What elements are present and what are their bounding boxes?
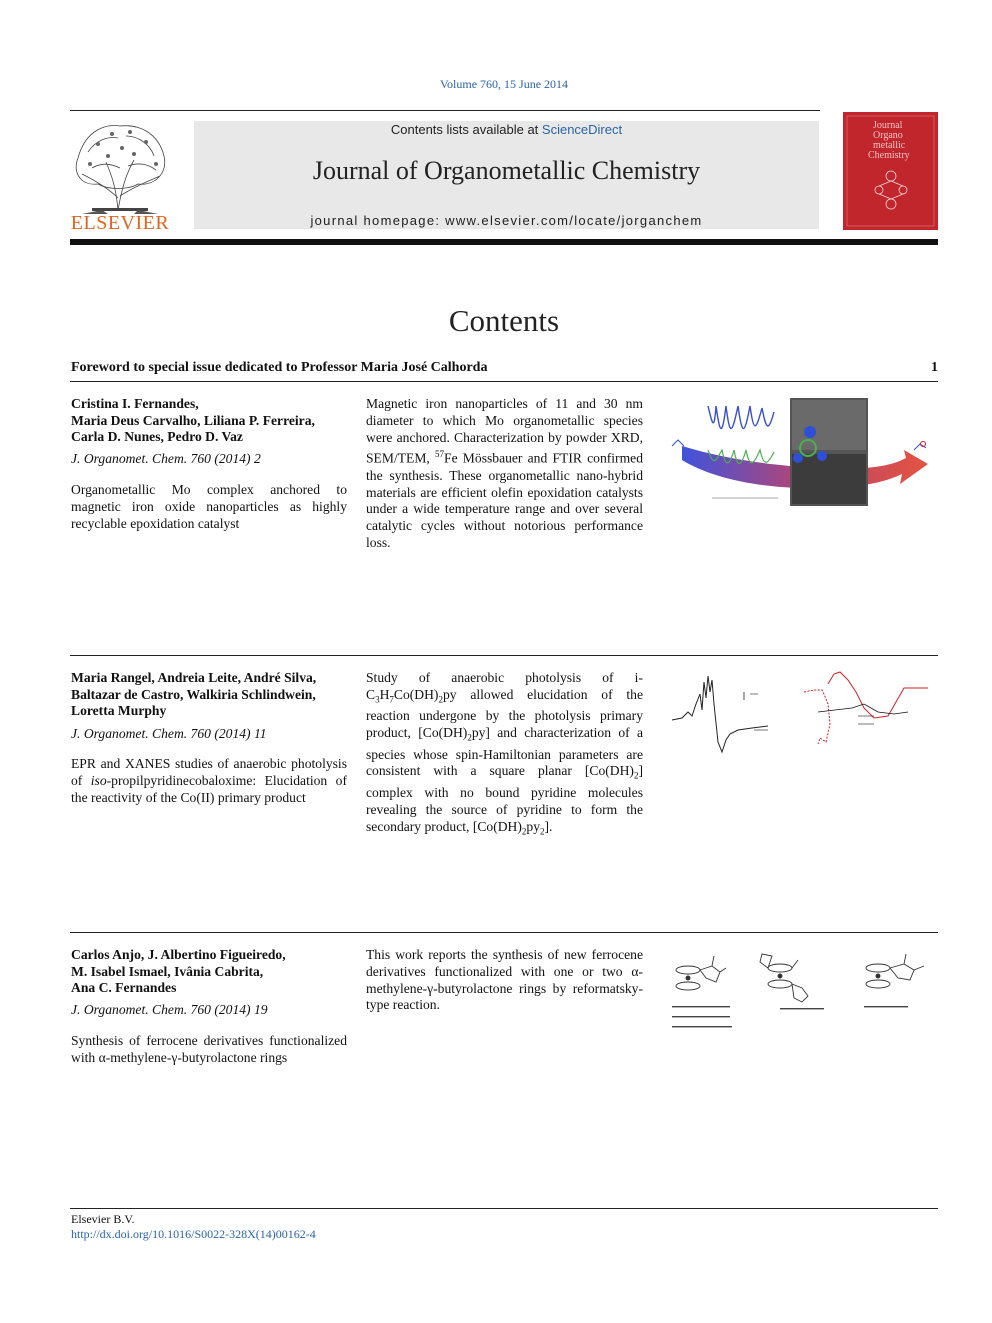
abstract-text: ] complex with no bound pyridine molecules revealing the source of pyridine to form the secondary product, [Co(DH) xyxy=(366,763,643,834)
article-3-abstract: This work reports the synthesis of new ferrocene derivatives functionalized with one or two α-methylene-γ-butyrolactone rings by reformatsky-type reaction. xyxy=(366,947,643,1013)
author-line: Loretta Murphy xyxy=(71,703,167,719)
publisher-name: Elsevier B.V. xyxy=(71,1212,135,1226)
superscript: 57 xyxy=(435,449,445,460)
abstract-text: py allowed elucidation of the reaction undergone by the photolysis primary product, [Co(DH) xyxy=(366,686,643,741)
header-rule xyxy=(70,110,820,111)
article-3-title[interactable]: Synthesis of ferrocene derivatives functionalized with α-methylene-γ-butyrolactone rings xyxy=(71,1033,347,1065)
article-3-graphical-abstract xyxy=(668,942,938,1038)
author-line: Ana C. Fernandes xyxy=(71,980,177,996)
contents-available-text: Contents lists available at xyxy=(390,122,542,137)
subscript: 2 xyxy=(438,694,443,705)
article-separator xyxy=(70,932,938,933)
volume-link[interactable]: Volume 760, 15 June 2014 xyxy=(439,77,569,91)
foreword-page-number: 1 xyxy=(931,360,938,375)
article-1-graphical-abstract xyxy=(668,394,938,510)
subscript: 2 xyxy=(540,826,545,837)
article-separator xyxy=(70,655,938,656)
contents-availability xyxy=(194,122,819,137)
page-title: Contents xyxy=(448,303,560,338)
abstract-text: Magnetic iron nanoparticles of 11 and 30 nm diameter to which Mo organometallic species were anchored. Characterization by powder XRD, SEM/TEM, xyxy=(366,396,643,466)
doi-link[interactable]: http://dx.doi.org/10.1016/S0022-328X(14)00162-4 xyxy=(71,1227,316,1241)
article-2-title[interactable] xyxy=(71,756,347,806)
abstract-text: ]. xyxy=(544,818,553,834)
author-line: Maria Deus Carvalho, Liliana P. Ferreira, xyxy=(71,412,315,428)
journal-cover-image xyxy=(843,112,938,230)
journal-title: Journal of Organometallic Chemistry xyxy=(312,156,701,185)
article-3-authors xyxy=(71,947,347,997)
article-1-title[interactable]: Organometallic Mo complex anchored to magnetic iron oxide nanoparticles as highly recyclable epoxidation catalyst xyxy=(71,482,347,531)
subscript: 7 xyxy=(389,694,394,705)
header-thick-rule xyxy=(70,239,938,245)
article-1-authors xyxy=(71,396,347,446)
footer-rule xyxy=(70,1208,938,1209)
svg-text:Organo: Organo xyxy=(873,130,903,141)
author-line: M. Isabel Ismael, Ivânia Cabrita, xyxy=(71,963,264,979)
article-2-citation[interactable]: J. Organomet. Chem. 760 (2014) 11 xyxy=(71,726,267,741)
subscript: 3 xyxy=(375,694,380,705)
title-italic: iso xyxy=(90,772,107,788)
article-2-authors xyxy=(71,670,347,720)
author-line: Cristina I. Fernandes, xyxy=(71,396,199,411)
subscript: 2 xyxy=(521,826,527,837)
author-line: Maria Rangel, Andreia Leite, André Silva, xyxy=(71,670,317,685)
abstract-text: H xyxy=(379,686,390,702)
author-line: Carlos Anjo, J. Albertino Figueiredo, xyxy=(71,947,286,962)
abstract-text: py] and characterization of a species whose spin-Hamiltonian parameters are consistent with a square planar [Co(DH) xyxy=(366,725,643,779)
abstract-text: Co(DH) xyxy=(393,686,439,702)
abstract-text: py xyxy=(526,818,540,834)
article-1-citation[interactable]: J. Organomet. Chem. 760 (2014) 2 xyxy=(71,451,261,466)
foreword-title[interactable]: Foreword to special issue dedicated to Professor Maria José Calhorda xyxy=(71,360,488,375)
article-3-citation[interactable]: J. Organomet. Chem. 760 (2014) 19 xyxy=(71,1002,268,1017)
article-2-abstract xyxy=(366,670,643,840)
subscript: 2 xyxy=(467,732,472,743)
subscript: 2 xyxy=(633,771,639,782)
title-text: -propilpyridinecobaloxime: Elucidation of the reactivity of the Co(II) primary product xyxy=(71,772,347,805)
journal-cover-art xyxy=(843,112,938,230)
author-line: Carla D. Nunes, Pedro D. Vaz xyxy=(71,429,243,445)
author-line: Baltazar de Castro, Walkiria Schlindwein, xyxy=(71,686,316,702)
article-2-graphical-abstract xyxy=(668,664,938,760)
article-1-abstract xyxy=(366,396,643,552)
svg-text:metallic: metallic xyxy=(873,140,906,151)
abstract-text: Fe Mössbauer and FTIR confirmed the synthesis. These organometallic nano-hybrid materials are efficient olefin epoxidation catalysts under a wide temperature range and over several catalytic cycles without notorious performance loss. xyxy=(366,450,643,550)
title-text: EPR and XANES studies of anaerobic photolysis of xyxy=(71,756,347,788)
svg-text:Chemistry: Chemistry xyxy=(868,150,910,161)
foreword-rule xyxy=(70,381,938,382)
sciencedirect-link[interactable]: ScienceDirect xyxy=(541,122,623,137)
elsevier-wordmark: ELSEVIER xyxy=(70,212,170,234)
svg-text:Journal: Journal xyxy=(873,120,903,131)
journal-homepage[interactable]: journal homepage: www.elsevier.com/locate/jorganchem xyxy=(310,213,703,228)
abstract-text: Study of anaerobic photolysis of i-C xyxy=(366,670,643,702)
